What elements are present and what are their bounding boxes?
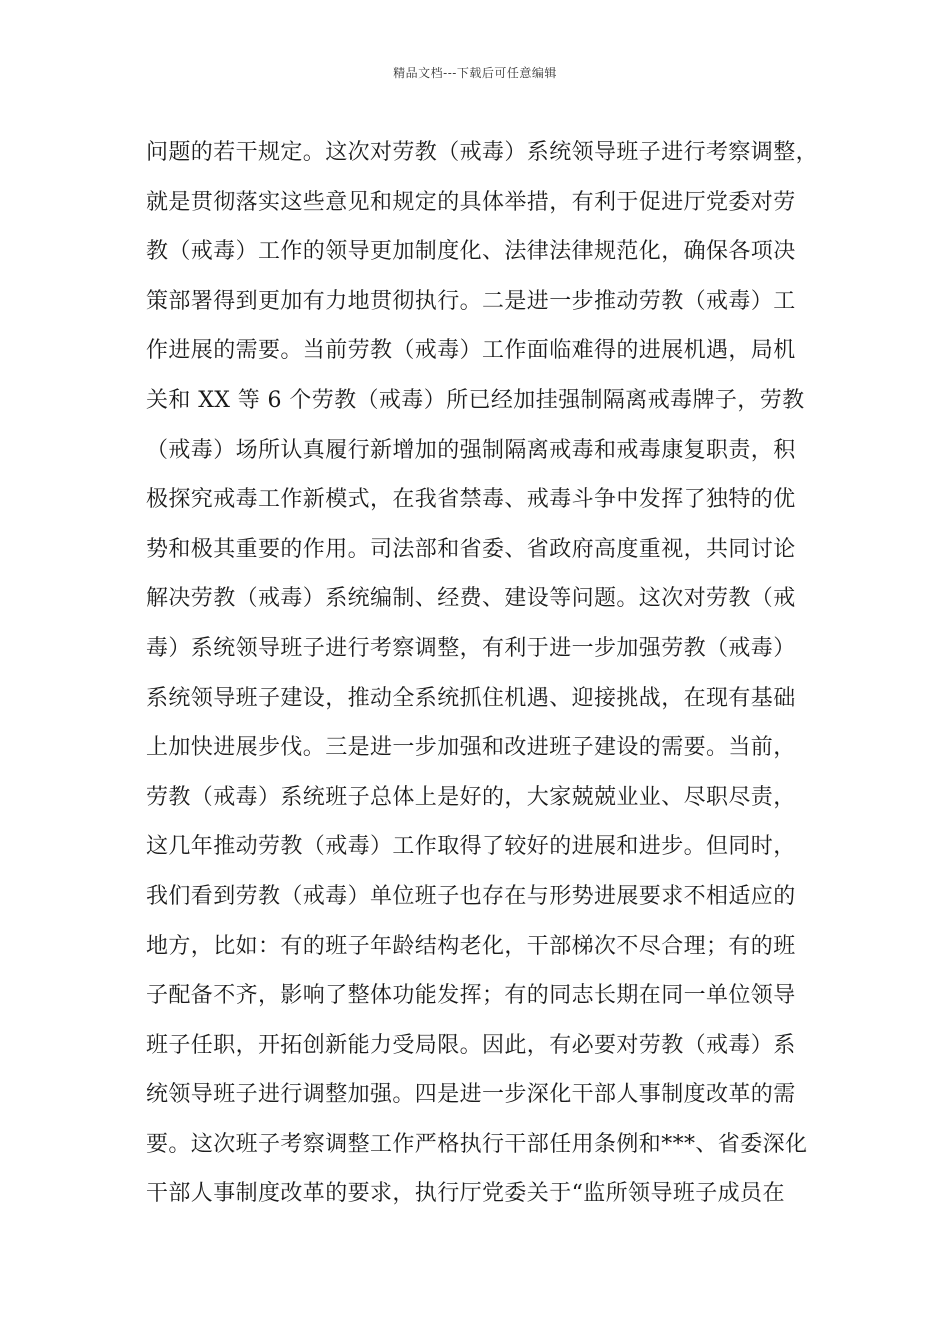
text-line: 地方，比如：有的班子年龄结构老化，干部梯次不尽合理；有的班 <box>146 933 796 959</box>
text-line: 关和 XX 等 6 个劳教（戒毒）所已经加挂强制隔离戒毒牌子，劳教 <box>146 387 805 413</box>
text-line: 教（戒毒）工作的领导更加制度化、法律法律规范化，确保各项决 <box>146 239 796 265</box>
text-line: 这几年推动劳教（戒毒）工作取得了较好的进展和进步。但同时， <box>146 834 796 860</box>
page-header: 精品文档---下载后可任意编辑 <box>393 66 557 80</box>
text-line: 班子任职，开拓创新能力受局限。因此，有必要对劳教（戒毒）系 <box>146 1032 796 1058</box>
text-line: 解决劳教（戒毒）系统编制、经费、建设等问题。这次对劳教（戒 <box>146 586 796 612</box>
text-line: 作进展的需要。当前劳教（戒毒）工作面临难得的进展机遇，局机 <box>146 338 796 364</box>
text-line: 系统领导班子建设，推动全系统抓住机遇、迎接挑战，在现有基础 <box>146 685 796 711</box>
text-line: 极探究戒毒工作新模式，在我省禁毒、戒毒斗争中发挥了独特的优 <box>146 487 796 513</box>
text-line: 上加快进展步伐。三是进一步加强和改进班子建设的需要。当前， <box>146 735 796 761</box>
text-line: 毒）系统领导班子进行考察调整，有利于进一步加强劳教（戒毒） <box>146 635 796 661</box>
text-line: （戒毒）场所认真履行新增加的强制隔离戒毒和戒毒康复职责，积 <box>146 437 796 463</box>
text-line: 子配备不齐，影响了整体功能发挥；有的同志长期在同一单位领导 <box>146 983 796 1009</box>
text-line: 势和极其重要的作用。司法部和省委、省政府高度重视，共同讨论 <box>146 536 796 562</box>
text-line: 要。这次班子考察调整工作严格执行干部任用条例和***、省委深化 <box>146 1131 808 1157</box>
text-line: 劳教（戒毒）系统班子总体上是好的，大家兢兢业业、尽职尽责， <box>146 784 796 810</box>
text-line: 干部人事制度改革的要求，执行厅党委关于“监所领导班子成员在 <box>146 1181 785 1207</box>
text-line: 策部署得到更加有力地贯彻执行。二是进一步推动劳教（戒毒）工 <box>146 288 796 314</box>
body-text <box>146 128 826 1219</box>
text-line: 就是贯彻落实这些意见和规定的具体举措，有利于促进厅党委对劳 <box>146 189 796 215</box>
text-line: 问题的若干规定。这次对劳教（戒毒）系统领导班子进行考察调整， <box>146 140 819 165</box>
text-line: 我们看到劳教（戒毒）单位班子也存在与形势进展要求不相适应的 <box>146 883 796 909</box>
text-line: 统领导班子进行调整加强。四是进一步深化干部人事制度改革的需 <box>146 1082 796 1108</box>
